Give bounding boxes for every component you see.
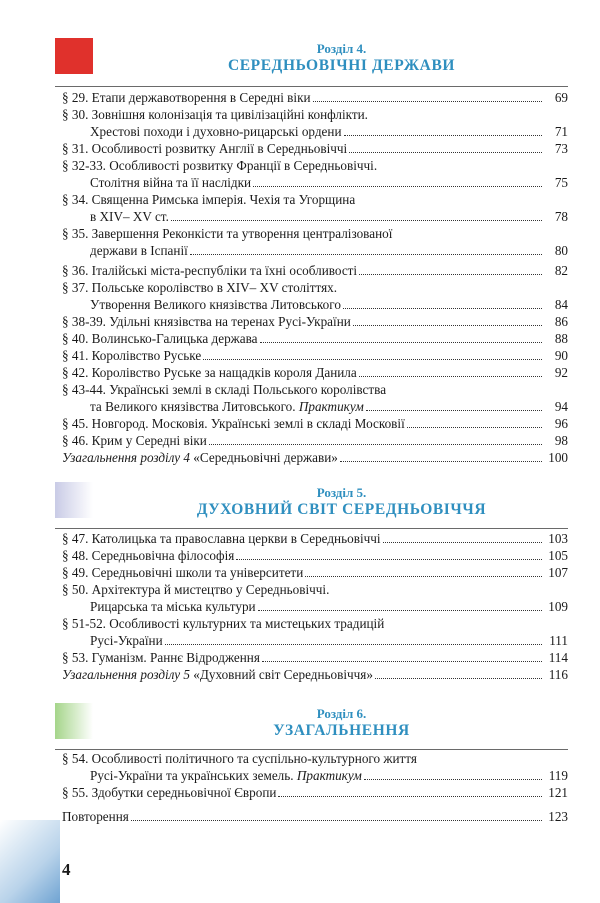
toc-entry-title: § 48. Середньовічна філософія [62, 548, 235, 563]
review-label: Повторення [62, 809, 129, 824]
toc-entry-page: 94 [554, 399, 568, 414]
toc-entry [62, 449, 568, 466]
section-5-title: ДУХОВНИЙ СВІТ СЕРЕДНЬОВІЧЧЯ [196, 501, 487, 518]
toc-entry-title: § 37. Польське королівство в XIV– XV століттях. [62, 280, 338, 295]
section-4-number: Розділ 4. [316, 41, 367, 56]
toc-entry-page: 80 [554, 243, 568, 258]
toc-entry [62, 262, 568, 279]
review-entry [62, 808, 568, 825]
section-6-header [55, 703, 568, 739]
toc-line [62, 313, 568, 330]
toc-entry-title: Хрестові походи і духовно-рицарські ордени [90, 124, 342, 139]
leader-dots [313, 100, 542, 102]
toc-line [62, 449, 568, 466]
toc-entry-page: 116 [548, 667, 568, 682]
toc-line [62, 432, 568, 449]
section-4-title: СЕРЕДНЬОВІЧНІ ДЕРЖАВИ [227, 57, 456, 74]
toc-line [62, 632, 568, 649]
toc-line [62, 157, 568, 174]
leader-dots [407, 426, 542, 428]
toc-line [62, 530, 568, 547]
section-5-rule [55, 528, 568, 529]
toc-entry-title: § 43-44. Українські землі в складі Польського королівства [62, 382, 387, 397]
leader-dots [203, 358, 542, 360]
toc-entry-title: § 31. Особливості розвитку Англії в Середньовіччі [62, 141, 348, 156]
section-5-number: Розділ 5. [316, 485, 367, 500]
toc-entry-page: 84 [554, 297, 568, 312]
leader-dots [343, 307, 542, 309]
toc-entry-page: 78 [554, 209, 568, 224]
toc-entry [62, 547, 568, 564]
toc-entry-title: § 51-52. Особливості культурних та мистецьких традицій [62, 616, 385, 631]
toc-entry [62, 649, 568, 666]
toc-entry [62, 364, 568, 381]
leader-dots [262, 660, 542, 662]
leader-dots [344, 134, 542, 136]
leader-dots [375, 677, 542, 679]
toc-entry-title: § 40. Волинсько-Галицька держава [62, 331, 258, 346]
leader-dots [305, 575, 542, 577]
section-6-number: Розділ 6. [316, 706, 367, 721]
section-4-header [55, 38, 568, 74]
leader-dots [131, 819, 542, 821]
toc-line [62, 364, 568, 381]
toc-entry-title: § 41. Королівство Руське [62, 348, 202, 363]
toc-line [62, 225, 568, 242]
toc-line [62, 666, 568, 683]
leader-dots [260, 341, 542, 343]
toc-line [62, 767, 568, 784]
toc-entry [62, 106, 568, 140]
toc-line [62, 106, 568, 123]
toc-line [62, 208, 568, 225]
toc-entry [62, 432, 568, 449]
leader-dots [383, 541, 542, 543]
toc-entry-title: Русі-України та українських земель. Практикум [90, 768, 362, 783]
toc-entry [62, 347, 568, 364]
leader-dots [364, 778, 542, 780]
toc-entry-title: § 55. Здобутки середньовічної Європи [62, 785, 277, 800]
toc-line [62, 242, 568, 259]
toc-line [62, 598, 568, 615]
toc-entry-title: § 54. Особливості політичного та суспільно-культурного життя [62, 751, 417, 766]
toc-entry-page: 107 [548, 565, 568, 580]
toc-entry-title: Утворення Великого князівства Литовського [90, 297, 341, 312]
toc-entry [62, 381, 568, 415]
toc-entry [62, 191, 568, 225]
toc-entry [62, 157, 568, 191]
toc-entry-title: § 42. Королівство Руське за нащадків короля Данила [62, 365, 357, 380]
leader-dots [359, 273, 542, 275]
page-number: 4 [62, 860, 71, 879]
toc-entry-page: 71 [554, 124, 568, 139]
toc-line [62, 296, 568, 313]
toc-entry-title: § 32-33. Особливості розвитку Франції в Середньовіччі. [62, 158, 378, 173]
section-6-title: УЗАГАЛЬНЕННЯ [273, 722, 410, 739]
toc-entry [62, 564, 568, 581]
toc-line [62, 784, 568, 801]
toc-entry-title: Столітня війна та її наслідки [90, 175, 252, 190]
toc-entry [62, 530, 568, 547]
toc-entry-page: 105 [548, 548, 568, 563]
toc-entry-page: 86 [554, 314, 568, 329]
toc-entry [62, 225, 568, 259]
toc-entry [62, 313, 568, 330]
toc-entry-title: § 45. Новгород. Московія. Українські землі в складі Московії [62, 416, 405, 431]
toc-line [62, 89, 568, 106]
toc-line [62, 415, 568, 432]
section-5-header [55, 482, 568, 518]
toc-entry-title: § 30. Зовнішня колонізація та цивілізаційні конфлікти. [62, 107, 368, 122]
toc-entry [62, 415, 568, 432]
toc-entry-page: 90 [554, 348, 568, 363]
toc-line [62, 615, 568, 632]
toc-entry-title: § 35. Завершення Реконкісти та утворення централізованої [62, 226, 393, 241]
toc-line [62, 330, 568, 347]
leader-dots [253, 185, 542, 187]
toc-entry-title: § 29. Етапи державотворення в Середні віки [62, 90, 311, 105]
section-6-swatch [55, 703, 93, 739]
toc-entry [62, 750, 568, 784]
leader-dots [359, 375, 542, 377]
toc-entry [62, 330, 568, 347]
toc-entry [62, 615, 568, 649]
toc-line [62, 750, 568, 767]
toc-entry-page: 82 [554, 263, 568, 278]
toc-entry-italic-tail: Практикум [296, 768, 362, 783]
toc-line [62, 174, 568, 191]
toc-entry-title: § 38-39. Удільні князівства на теренах Русі-України [62, 314, 351, 329]
toc-entry-title: держави в Іспанії [90, 243, 188, 258]
toc-line [62, 398, 568, 415]
toc-entry-title: § 34. Священна Римська імперія. Чехія та Угорщина [62, 192, 356, 207]
leader-dots [353, 324, 542, 326]
toc-entry-title: § 53. Гуманізм. Раннє Відродження [62, 650, 260, 665]
leader-dots [165, 643, 542, 645]
toc-entry [62, 279, 568, 313]
toc-entry-page: 96 [554, 416, 568, 431]
toc-entry [62, 140, 568, 157]
toc-entry-page: 109 [548, 599, 568, 614]
section-5-swatch [55, 482, 93, 518]
toc-entry-page: 114 [548, 650, 568, 665]
leader-dots [171, 219, 542, 221]
toc-entry-page: 119 [548, 768, 568, 783]
toc-line [62, 140, 568, 157]
toc-line [62, 262, 568, 279]
toc-entry-title: та Великого князівства Литовського. Практикум [90, 399, 364, 414]
toc-line [62, 381, 568, 398]
toc-line [62, 581, 568, 598]
toc-entry-page: 92 [554, 365, 568, 380]
leader-dots [236, 558, 542, 560]
toc-entry-title: в XIV– XV ст. [90, 209, 169, 224]
toc-line [62, 123, 568, 140]
toc-entry-page: 73 [554, 141, 568, 156]
toc-entry-title: Узагальнення розділу 5 «Духовний світ Середньовіччя» [62, 667, 373, 682]
toc-entry-italic-tail: Практикум [298, 399, 364, 414]
toc-entry-title: Рицарська та міська культури [90, 599, 256, 614]
leader-dots [278, 795, 542, 797]
toc-line [62, 564, 568, 581]
toc-entry [62, 666, 568, 683]
toc-entry-title: § 49. Середньовічні школи та університети [62, 565, 304, 580]
toc-line [62, 279, 568, 296]
toc-entry-page: 69 [554, 90, 568, 105]
leader-dots [340, 460, 542, 462]
leader-dots [190, 253, 542, 255]
toc-entry-italic-head: Узагальнення розділу 5 [62, 667, 190, 682]
leader-dots [366, 409, 542, 411]
toc-entry-title: § 46. Крим у Середні віки [62, 433, 207, 448]
review-page: 123 [548, 809, 568, 824]
corner-gradient [0, 820, 60, 903]
toc-entry-page: 75 [554, 175, 568, 190]
toc-entry-title: § 36. Італійські міста-республіки та їхні особливості [62, 263, 358, 278]
leader-dots [258, 609, 542, 611]
toc-entry-page: 88 [554, 331, 568, 346]
toc-entry-title: § 47. Католицька та православна церкви в Середньовіччі [62, 531, 381, 546]
leader-dots [209, 443, 542, 445]
toc-entry-title: Узагальнення розділу 4 «Середньовічні держави» [62, 450, 338, 465]
toc-entry [62, 581, 568, 615]
toc-entry-title: § 50. Архітектура й мистецтво у Середньовіччі. [62, 582, 330, 597]
toc-entry-page: 121 [548, 785, 568, 800]
toc-entry-italic-head: Узагальнення розділу 4 [62, 450, 190, 465]
toc-entry-title: Русі-України [90, 633, 163, 648]
section-4-swatch [55, 38, 93, 74]
toc-line [62, 191, 568, 208]
toc-entry-page: 103 [548, 531, 568, 546]
toc-entry [62, 89, 568, 106]
leader-dots [349, 151, 542, 153]
toc-line [62, 547, 568, 564]
toc-line [62, 347, 568, 364]
toc-entry-page: 98 [554, 433, 568, 448]
toc-entry-page: 100 [548, 450, 568, 465]
section-4-rule [55, 86, 568, 87]
toc-entry [62, 784, 568, 801]
toc-line [62, 649, 568, 666]
toc-entry-page: 111 [549, 633, 568, 648]
